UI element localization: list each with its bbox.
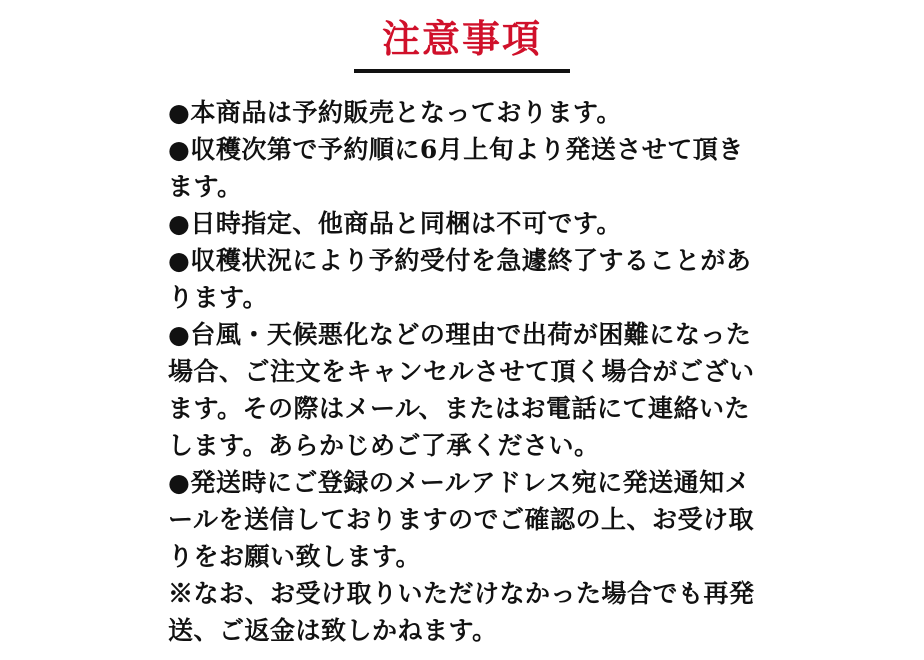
notice-line: ールを送信しておりますのでご確認の上、お受け取	[168, 505, 755, 534]
page-title: 注意事項	[381, 17, 542, 61]
title-underline	[354, 69, 570, 73]
notice-line: ●本商品は予約販売となっております。	[168, 98, 622, 127]
notice-line: ります。	[168, 283, 269, 312]
notice-line: りをお願い致します。	[168, 542, 422, 571]
notice-line: ●収穫状況により予約受付を急遽終了することがあ	[168, 246, 752, 275]
notice-line: ●台風・天候悪化などの理由で出荷が困難になった	[168, 320, 752, 349]
notice-list	[168, 94, 768, 649]
notice-line: ●日時指定、他商品と同梱は不可です。	[168, 209, 622, 238]
notice-line: 場合、ご注文をキャンセルさせて頂く場合がござい	[168, 357, 755, 386]
notice-line: ます。その際はメール、またはお電話にて連絡いた	[168, 394, 751, 423]
notice-line: ●収穫次第で予約順に6月上旬より発送させて頂き	[168, 135, 744, 164]
notice-line: ます。	[168, 172, 243, 201]
notice-line: 送、ご返金は致しかねます。	[168, 616, 498, 645]
notice-line: ※なお、お受け取りいただけなかった場合でも再発	[168, 579, 755, 608]
notice-line: ●発送時にご登録のメールアドレス宛に発送通知メ	[168, 468, 751, 497]
notice-line: します。あらかじめご了承ください。	[168, 431, 600, 460]
